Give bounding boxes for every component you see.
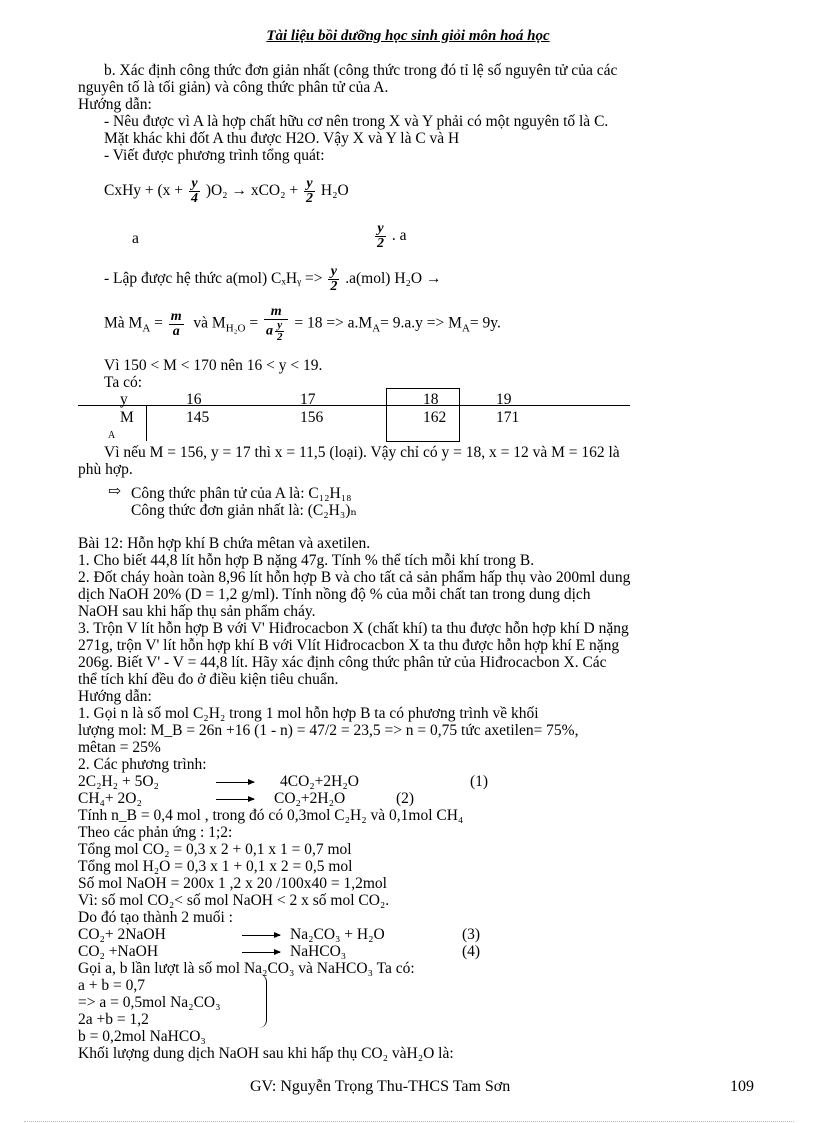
page-header: Tài liệu bồi dưỡng học sinh giỏi môn hoá học (266, 28, 550, 44)
system-line-2: a + b = 0,7 (78, 977, 145, 994)
implies-arrow-icon: ⇨ (108, 483, 121, 500)
molecular-formula: Công thức phân tử của A là: C₁₂H₁₈ (131, 485, 352, 502)
bai12-line-13: mêtan = 25% (78, 739, 161, 756)
reaction-3: CO₂+ 2NaOH Na₂CO₃ + H₂O (3) (78, 926, 481, 943)
bai12-line-5: NaOH sau khi hấp thụ sản phẩm cháy. (78, 603, 316, 620)
system-line-4: 2a +b = 1,2 (78, 1011, 149, 1028)
fraction-y-over-4: $\frac{y}{4}$ (190, 176, 198, 206)
system-brace (258, 974, 267, 1028)
equation-mid: )O₂ → xCO₂ + (205, 182, 299, 200)
table-m-145: 145 (186, 409, 210, 426)
bai12-title: Bài 12: Hỗn hợp khí B chứa mêtan và axetilen. (78, 535, 371, 552)
table-m-sub: A (108, 430, 116, 441)
mass-relation: Mà $M_A$ = $\frac{m}{a}$ và $M_{H_2O}$ = m a $\frac{y}{2}$ = $18 => a.M_A= 9.a.y => M_A= 9y$. (104, 304, 501, 343)
calc-line-2: Theo các phản ứng : 1;2: (78, 824, 233, 841)
bai12-line-3: 2. Đốt cháy hoàn toàn 8,96 lít hỗn hợp B và cho tất cả sản phẩm hấp thụ vào 200ml dung (78, 569, 631, 586)
taco-label: Ta có: (104, 374, 143, 391)
part-b-line-1: b. Xác định công thức đơn giản nhất (công thức trong đó tỉ lệ số nguyên tử của các (104, 62, 618, 79)
calc-line-1: Tính n_B = 0,4 mol , trong đó có 0,3mol C₂H₂ và 0,1mol CH₄ (78, 807, 464, 824)
bai12-line-8: 206g. Biết V' - V = 44,8 lít. Hãy xác định công thức phân tử của Hiđrocacbon X. Các (78, 654, 607, 671)
bai12-line-9: thể tích khí đều đo ở điều kiện tiêu chuẩn. (78, 671, 339, 688)
reaction-2: CH₄+ 2O₂ CO₂+2H₂O (2) (78, 790, 415, 807)
system-line-3: => a = 0,5mol Na₂CO₃ (78, 994, 221, 1011)
bai12-line-11: 1. Gọi n là số mol C₂H₂ trong 1 mol hỗn hợp B ta có phương trình về khối (78, 705, 539, 722)
table-y-17: 17 (300, 391, 316, 408)
bai12-line-2: 1. Cho biết 44,8 lít hỗn hợp B nặng 47g. Tính % thể tích mỗi khí trong B. (78, 552, 535, 569)
table-y-18: 18 (423, 391, 439, 408)
equation-right: H₂O (320, 182, 349, 200)
range-text: Vì 150 < M < 170 nên 16 < y < 19. (104, 357, 323, 374)
reaction-arrow-icon (216, 799, 254, 800)
y-m-table (78, 388, 638, 444)
bai12-line-14: 2. Các phương trình: (78, 756, 207, 773)
part-b-line-2: nguyên tố là tối giản) và công thức phân tử của A. (78, 79, 389, 96)
fraction-y-over-2: $\frac{y}{2}$ (377, 221, 384, 251)
part-b-line-6: - Viết được phương trình tổng quát: (104, 147, 325, 164)
table-y-19: 19 (496, 391, 512, 408)
equation-left: CxHy + (x + (104, 182, 184, 200)
reaction-4: CO₂ +NaOH NaHCO₃ (4) (78, 943, 481, 960)
footer-author: GV: Nguyễn Trọng Thu-THCS Tam Sơn (250, 1078, 511, 1095)
calc-line-3: Tổng mol CO₂ = 0,3 x 2 + 0,1 x 1 = 0,7 mol (78, 841, 352, 858)
reaction-1: 2C₂H₂ + 5O₂ 4CO₂+2H₂O (1) (78, 773, 489, 790)
part-b-line-4: - Nêu được vì A là hợp chất hữu cơ nên trong X và Y phải có một nguyên tố là C. (104, 113, 609, 130)
table-m-171: 171 (496, 409, 520, 426)
calc-line-6: Vì: số mol CO₂< số mol NaOH < 2 x số mol CO₂. (78, 892, 390, 909)
relation-line: - Lập được hệ thức a(mol) CₓHᵧ => $\frac{y}{2}$ .a(mol) H₂O → (104, 264, 442, 294)
fraction-y-over-2: $\frac{y}{2}$ (330, 264, 338, 294)
calc-line-5: Số mol NaOH = 200x 1 ,2 x 20 /100x40 = 1,2mol (78, 875, 387, 892)
bai12-guide-heading: Hướng dẫn: (78, 688, 152, 705)
reaction-arrow-icon (242, 935, 280, 936)
system-line-6: Khối lượng dung dịch NaOH sau khi hấp thụ CO₂ vàH₂O là: (78, 1045, 454, 1062)
bai12-line-4: dịch NaOH 20% (D = 1,2 g/ml). Tính nồng độ % của mỗi chất tan trong dung dịch (78, 586, 591, 603)
calc-line-7: Do đó tạo thành 2 muối : (78, 909, 233, 926)
part-b-line-5: Mặt khác khi đốt A thu được H2O. Vậy X và Y là C và H (104, 130, 460, 147)
bai12-line-12: lượng mol: M_B = 26n +16 (1 - n) = 47/2 = 23,5 => n = 0,75 tức axetilen= 75%, (78, 722, 579, 739)
mol-row-a: a (132, 230, 139, 247)
system-line-1: Gọi a, b lần lượt là số mol Na₂CO₃ và NaHCO₃ Ta có: (78, 960, 415, 977)
table-m-label: M (120, 409, 134, 426)
table-y-16: 16 (186, 391, 202, 408)
calc-line-4: Tổng mol H₂O = 0,3 x 1 + 0,1 x 2 = 0,5 mol (78, 858, 353, 875)
footer-page-number: 109 (730, 1078, 754, 1095)
conclusion-line-1: Vì nếu M = 156, y = 17 thì x = 11,5 (loại). Vậy chỉ có y = 18, x = 12 và M = 162 là (104, 444, 620, 461)
bai12-line-6: 3. Trộn V lít hỗn hợp B với V' Hiđrocacbon X (chất khí) ta thu được hỗn hợp khí D nặng (78, 620, 629, 637)
table-m-156: 156 (300, 409, 324, 426)
footer-divider (24, 1121, 794, 1122)
reaction-arrow-icon (242, 952, 280, 953)
empirical-formula: Công thức đơn giản nhất là: (C₂H₃)ₙ (131, 502, 358, 519)
table-y-label: y (120, 391, 128, 408)
bai12-line-7: 271g, trộn V' lít hỗn hợp khí B với Vlít Hiđrocacbon X ta thu được hỗn hợp khí E nặng (78, 637, 620, 654)
fraction-m-over-a: $\frac{m}{a}$ (170, 308, 182, 339)
fraction-y-over-2: $\frac{y}{2}$ (306, 176, 313, 206)
general-equation (104, 177, 349, 206)
mol-row-ya: $\frac{y}{2}$ . a (377, 221, 407, 251)
system-line-5: b = 0,2mol NaHCO₃ (78, 1028, 206, 1045)
part-b-guide-heading: Hướng dẫn: (78, 96, 152, 113)
table-m-162: 162 (423, 409, 447, 426)
reaction-arrow-icon (216, 782, 254, 783)
conclusion-line-2: phù hợp. (78, 461, 133, 478)
fraction-m-over-ay2: m a $\frac{y}{2}$ (264, 305, 289, 343)
